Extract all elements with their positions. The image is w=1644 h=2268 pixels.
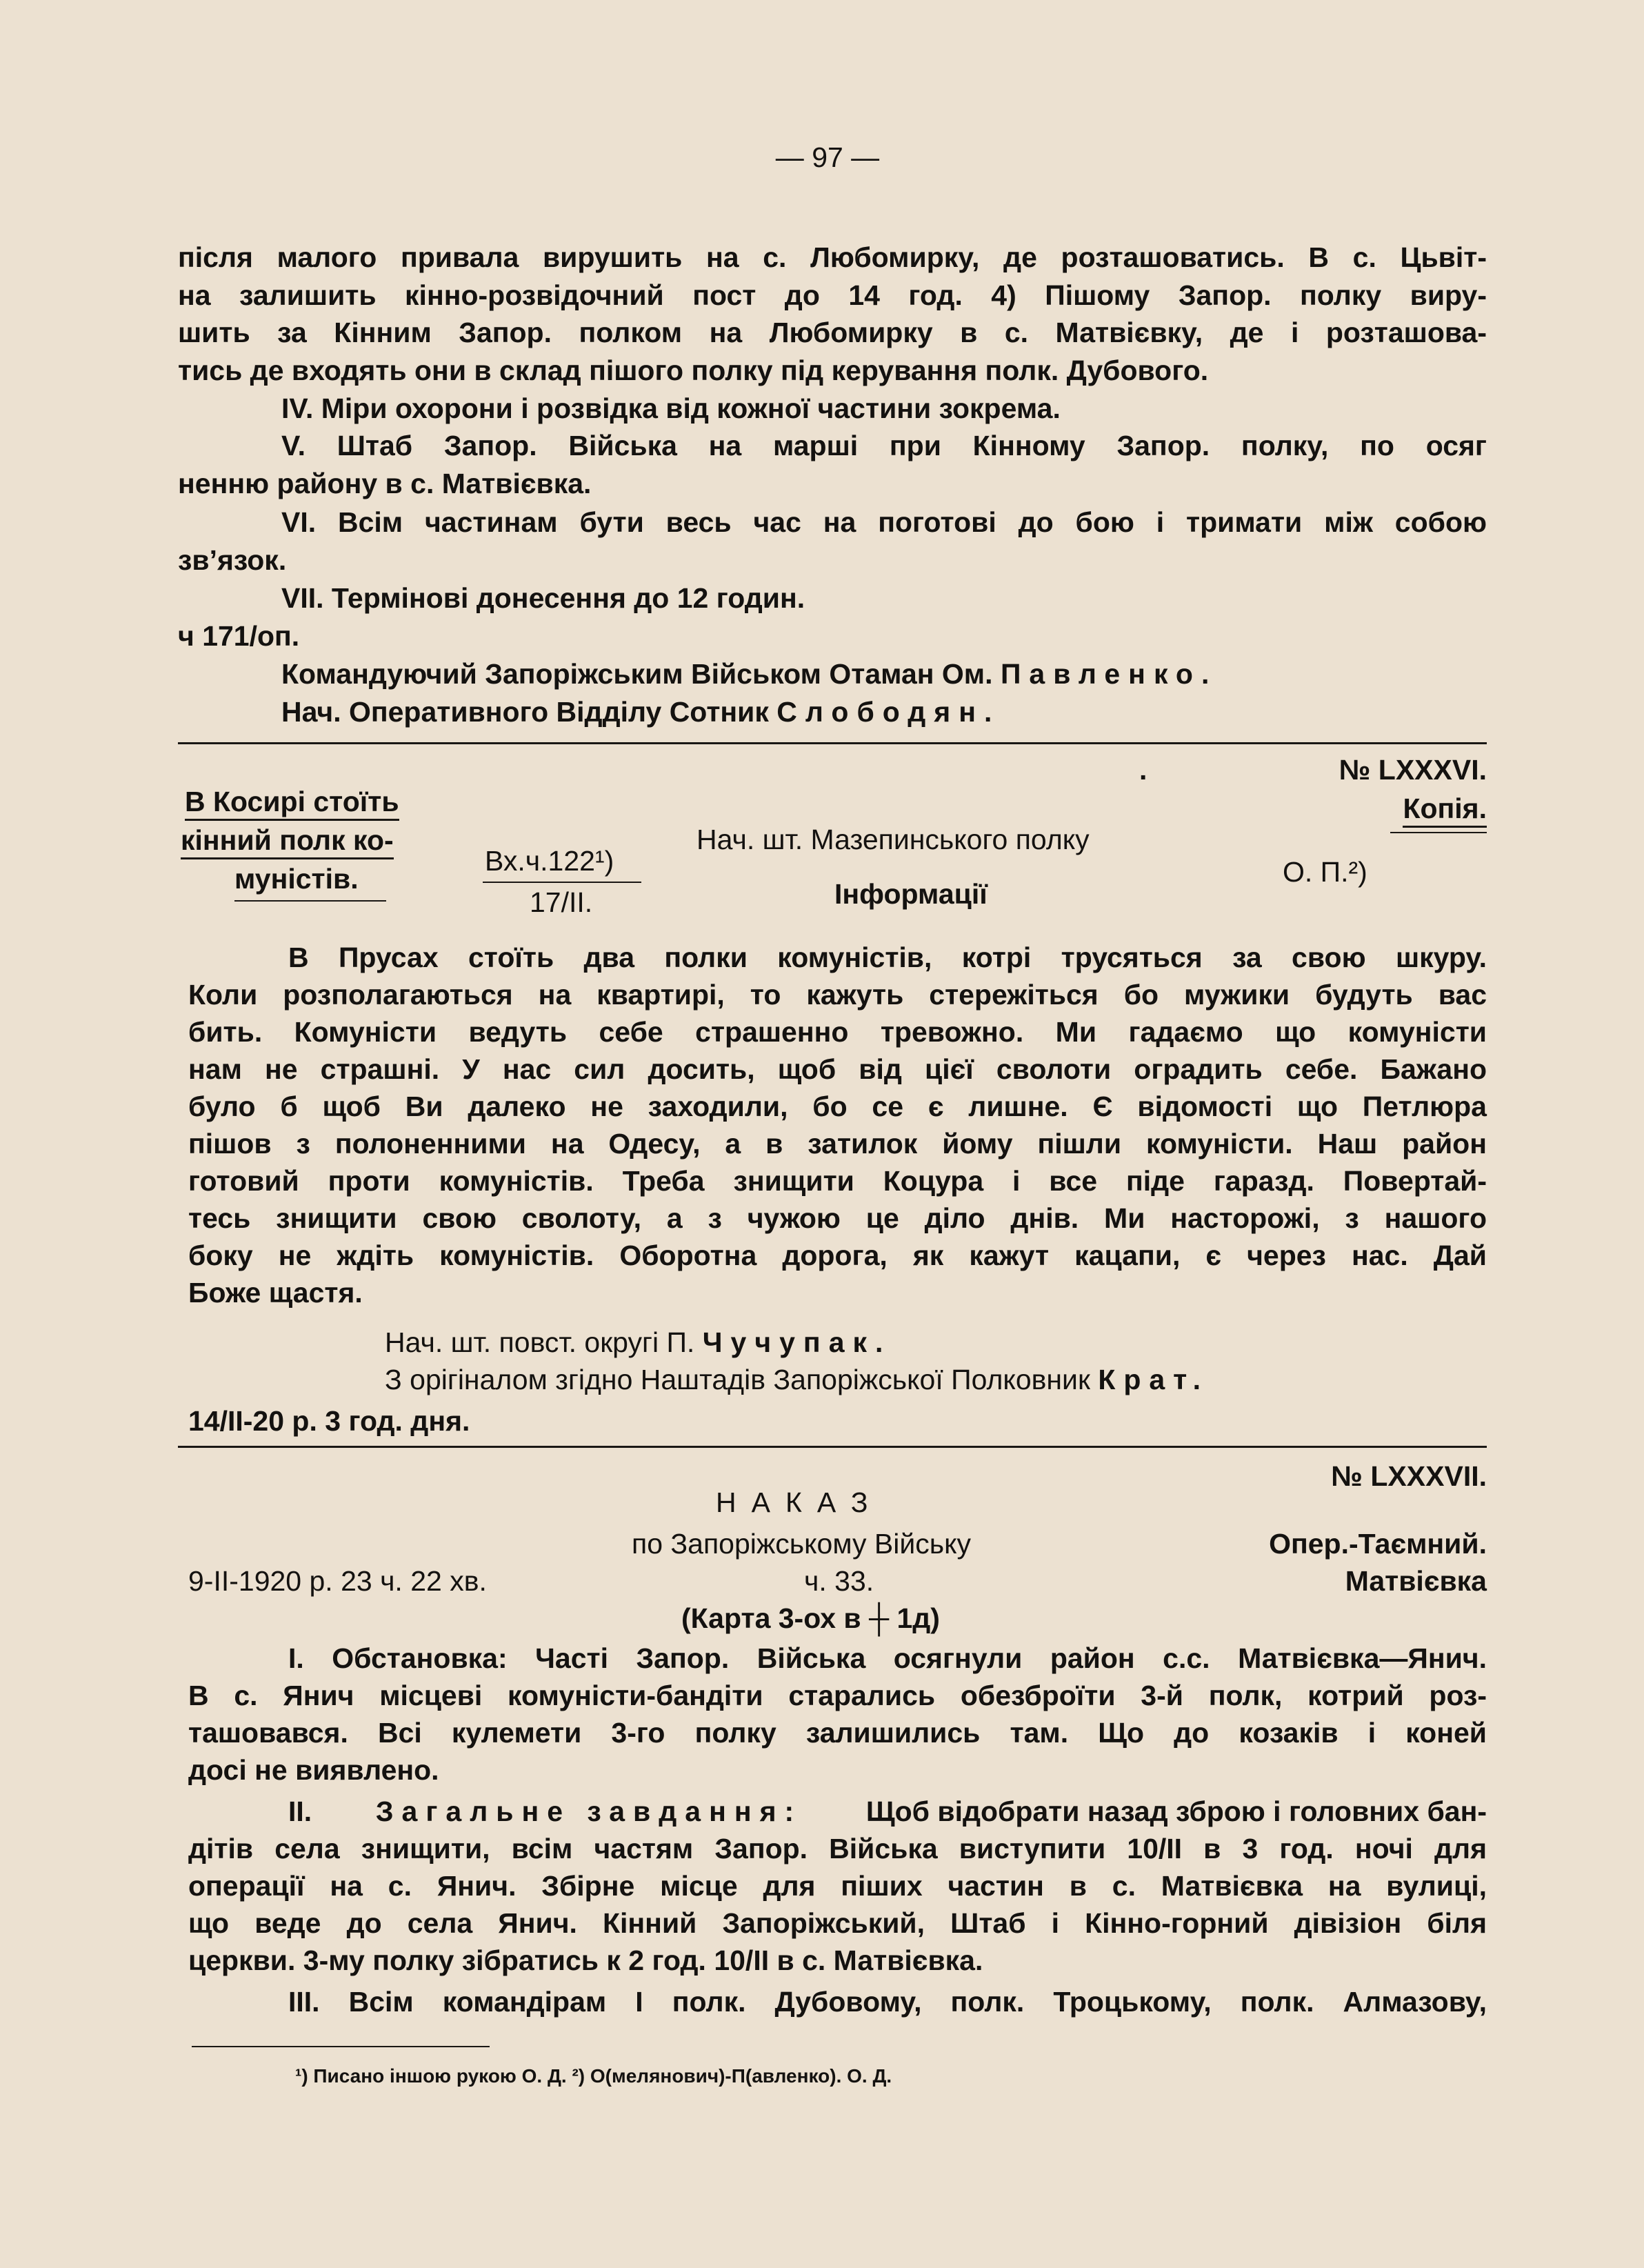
copy-text: Копія. (1403, 793, 1487, 828)
doc2-signature-2-name: Крат. (1098, 1364, 1210, 1395)
doc2-signature-1-title: Нач. шт. повст. округі П. (385, 1326, 695, 1358)
doc2-body-line-6: пішов з полоненними на Одесу, а в затилок йому пішли комуністи. Наш район (188, 1128, 1487, 1160)
doc1-line-1: після малого привала вирушить на с. Любомирку, де розташоватись. В с. Цьвіт- (178, 241, 1487, 273)
signature-1-name: Павленко. (1000, 658, 1218, 690)
margin-note-text-1: В Косирі стоїть (185, 786, 399, 821)
doc1-item-vi-line-2: зв’язок. (178, 544, 287, 576)
footnotes: ¹) Писано іншою рукою О. Д. ²) О(мелянович)-П(авленко). О. Д. (295, 2065, 892, 2087)
margin-note-text-2: кінний полк ко- (181, 824, 394, 859)
copy-rule (1390, 832, 1487, 833)
doc2-signature-1 (385, 1326, 892, 1358)
doc3-secrecy: Опер.-Таємний. (1269, 1528, 1487, 1560)
doc2-body-line-10: Боже щастя. (188, 1277, 363, 1309)
doc2-subject: Інформації (834, 878, 988, 910)
signature-2-name: Слободян. (776, 696, 1001, 728)
task-text: Щоб відобрати назад зброю і головних бан- (865, 1796, 1487, 1827)
doc2-body-line-8: тесь знищити свою сволоту, а з чужою це діло днів. Ми насторожі, з нашого (188, 1202, 1487, 1234)
doc3-task-line-3: операції на с. Янич. Збірне місце для піших частин в с. Матвієвка на вулиці, (188, 1870, 1487, 1902)
doc3-number: № LXXXVII. (1331, 1460, 1487, 1492)
doc3-situation-line-3: ташовався. Всі кулемети 3-го полку залишились там. Що до козаків і коней (188, 1717, 1487, 1749)
doc2-body-line-7: готовий проти комуністів. Треба знищити Коцура і все піде гаразд. Повертай- (188, 1165, 1487, 1197)
doc1-item-iv: IV. Міри охорони і розвідка від кожної частини зокрема. (281, 392, 1061, 424)
doc2-body-line-4: нам не страшні. У нас сил досить, щоб від цієї сволоти оградить себе. Бажано (188, 1053, 1487, 1085)
doc2-signature-2-title: З орігіналом згідно Наштадів Запоріжської Полковник (385, 1364, 1090, 1395)
doc3-date: 9-II-1920 р. 23 ч. 22 хв. (188, 1565, 487, 1597)
doc2-addressee: Нач. шт. Мазепинського полку (696, 824, 1090, 855)
doc2-body-line-3: бить. Комуністи ведуть себе страшенно тревожно. Ми гадаємо що комуністи (188, 1016, 1487, 1048)
doc3-order-number: ч. 33. (804, 1565, 874, 1597)
doc3-title: НАКАЗ (716, 1486, 883, 1518)
doc1-item-vi-line-1: VI. Всім частинам бути весь час на поготові до бою і тримати між собою (281, 506, 1487, 538)
page-number: — 97 — (775, 141, 880, 173)
doc2-date: 14/II-20 р. 3 год. дня. (188, 1405, 470, 1437)
doc2-margin-note-3: муністів. (234, 863, 359, 895)
doc3-task-line-1 (288, 1798, 1487, 1826)
doc2-body-line-2: Коли розполагаються на квартирі, то кажуть стережіться бо мужики будуть вас (188, 979, 1487, 1011)
doc1-reference: ч 171/оп. (178, 620, 300, 652)
doc3-place: Матвієвка (1345, 1565, 1487, 1597)
doc3-situation-line-4: досі не виявлено. (188, 1754, 439, 1786)
task-heading: Загальне завдання: (375, 1796, 803, 1827)
doc3-situation-line-2: В с. Янич місцеві комуністи-бандіти старались обезброїти 3-й полк, котрий роз- (188, 1680, 1487, 1711)
section-divider-2 (178, 1446, 1487, 1448)
doc1-item-v-line-2: ненню району в с. Матвієвка. (178, 468, 592, 499)
doc3-subtitle: по Запоріжському Війську (632, 1528, 972, 1560)
doc2-body-line-9: боку не ждіть комуністів. Оборотна дорога, як кажут кацапи, є через нас. Дай (188, 1240, 1487, 1271)
doc3-task-line-5: церкви. 3-му полку зібратись к 2 год. 10/II в с. Матвієвка. (188, 1944, 983, 1976)
doc2-signature-2 (385, 1366, 1209, 1394)
signature-1-title: Командуючий Запоріжським Військом Отаман Ом. (281, 658, 993, 690)
doc1-item-vii: VII. Термінові донесення до 12 годин. (281, 582, 805, 614)
doc2-number: № LXXXVI. (1339, 754, 1487, 786)
doc2-copy-label (1280, 795, 1487, 823)
doc1-signature-2 (281, 698, 1000, 726)
signature-2-title: Нач. Оперативного Відділу Сотник (281, 696, 769, 728)
doc3-map-reference: (Карта 3-ох в ┼ 1д) (681, 1602, 940, 1634)
doc3-task-line-4: що веде до села Янич. Кінний Запоріжський, Штаб і Кінно-горний дівізіон біля (188, 1907, 1487, 1939)
doc2-margin-note-2 (181, 826, 394, 855)
doc2-incoming-date: 17/II. (530, 886, 593, 918)
doc2-dot: . (1139, 754, 1147, 786)
doc2-signature-1-name: Чучупак. (702, 1326, 892, 1358)
section-divider-1 (178, 742, 1487, 744)
doc2-margin-note-1 (185, 788, 399, 816)
doc3-task-line-2: дітів села знищити, всім частям Запор. Війська виступити 10/II в 3 год. ночі для (188, 1833, 1487, 1864)
doc1-item-v-line-1: V. Штаб Запор. Війська на марші при Кінному Запор. полку, по осяг (281, 430, 1487, 461)
doc2-incoming-number: Вх.ч.122¹) (485, 845, 614, 877)
doc3-situation-line-1: I. Обстановка: Часті Запор. Війська осягнули район с.с. Матвієвка—Янич. (288, 1642, 1487, 1674)
doc2-body-line-5: було б щоб Ви далеко не заходили, бо се є лишне. Є відомості що Петлюра (188, 1091, 1487, 1122)
doc1-line-2: на залишить кінно-розвідочний пост до 14 год. 4) Пішому Запор. полку виру- (178, 279, 1487, 311)
doc2-body-line-1: В Прусах стоїть два полки комуністів, котрі трусяться за свою шкуру. (288, 942, 1487, 973)
task-label: II. (288, 1796, 312, 1827)
doc3-commanders-line: III. Всім командірам І полк. Дубовому, полк. Троцькому, полк. Алмазову, (288, 1986, 1487, 2018)
doc1-line-3: шить за Кінним Запор. полком на Любомирку в с. Матвієвку, де і розташова- (178, 317, 1487, 348)
footnote-rule (192, 2046, 490, 2047)
doc1-line-4: тись де входять они в склад пішого полку під керування полк. Дубового. (178, 355, 1209, 386)
incoming-fraction-rule (483, 882, 641, 883)
margin-note-underline (234, 900, 386, 902)
doc1-signature-1 (281, 660, 1217, 688)
doc2-op: О. П.²) (1283, 856, 1367, 888)
